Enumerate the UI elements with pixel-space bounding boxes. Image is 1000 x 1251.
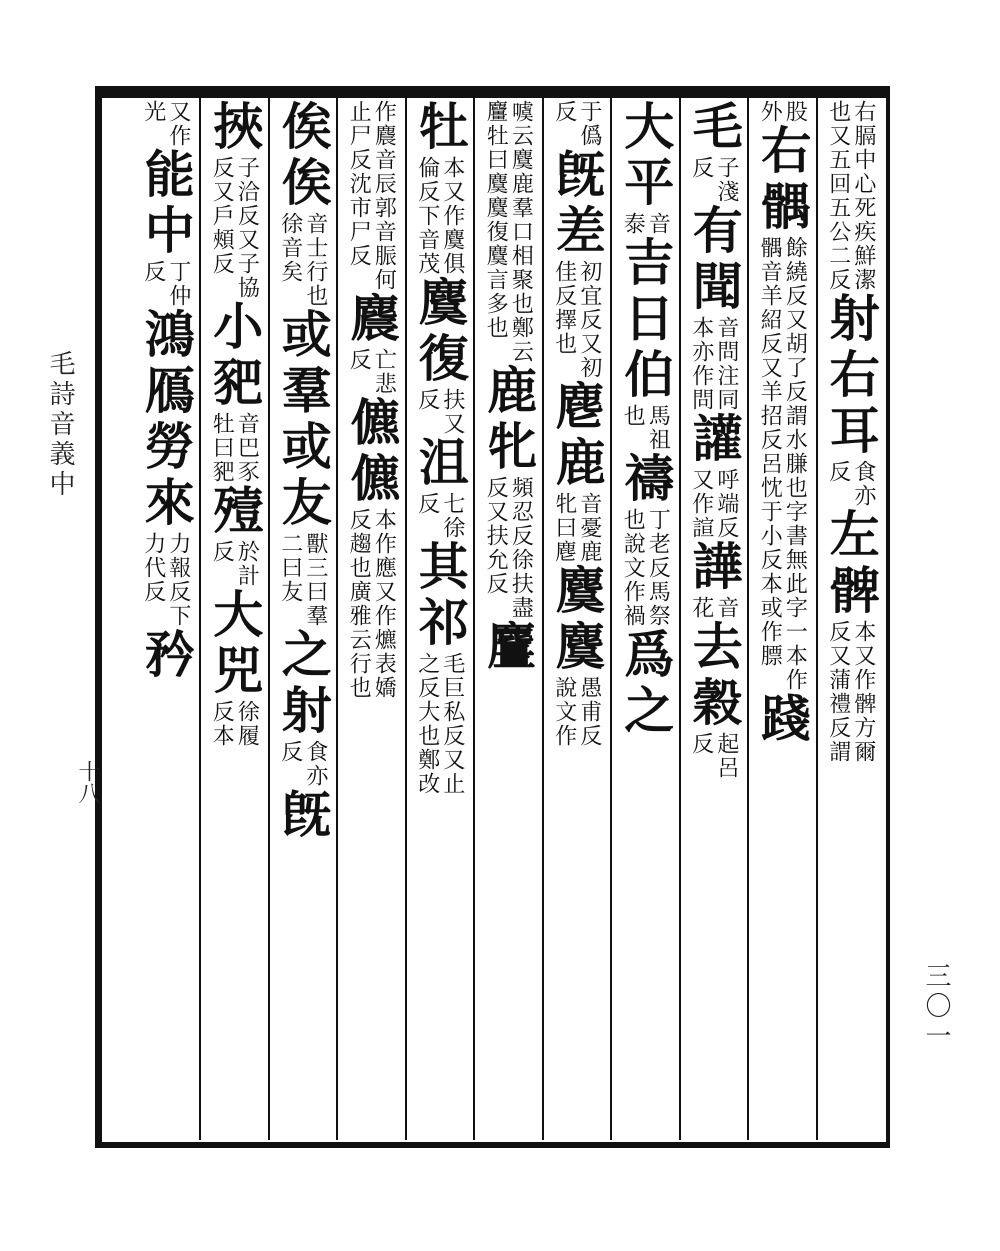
annotation-line: 反 xyxy=(688,732,714,756)
annotation xyxy=(553,676,601,748)
annotation-line: 亡悲 xyxy=(371,348,397,396)
annotation xyxy=(416,156,464,276)
annotation-line: 噳云麌鹿羣口相聚也鄭云 xyxy=(508,100,534,364)
annotation-line: 力報反下 xyxy=(165,532,191,628)
annotation xyxy=(553,492,601,564)
annotation-line: 音問注同 xyxy=(713,316,739,412)
annotation xyxy=(690,596,738,620)
text-column xyxy=(611,100,680,1130)
annotation-line: 二曰友 xyxy=(277,532,303,604)
column-rule xyxy=(473,98,475,1140)
annotation-line: 反又蒲禮反謂 xyxy=(825,620,851,764)
headword: 麀鹿 xyxy=(547,380,607,492)
annotation-line: 頻忍反徐扶盡 xyxy=(508,476,534,620)
annotation-line: 音 xyxy=(713,596,739,620)
annotation-line: 本作應又作爊表嬌 xyxy=(371,508,397,700)
text-column xyxy=(748,100,817,1130)
annotation xyxy=(416,388,464,436)
annotation xyxy=(827,460,875,508)
annotation-line: 扶又 xyxy=(439,388,465,436)
annotation-line: 右膈中心死疾鮮潔 xyxy=(850,100,876,292)
annotation-line: 反本 xyxy=(209,700,235,748)
annotation xyxy=(279,740,327,788)
headword: 俟俟 xyxy=(273,100,333,212)
annotation-line: 徐履 xyxy=(234,700,260,748)
annotation xyxy=(416,652,464,796)
headword: 右髃 xyxy=(753,124,813,236)
headword: 踐 xyxy=(753,692,813,748)
margin-book-title: 毛詩音義中 xyxy=(45,350,75,500)
margin-leaf-number: 十八 xyxy=(75,760,100,804)
headword: 矜 xyxy=(136,628,196,684)
column-rule xyxy=(747,98,749,1140)
page-number: 三〇一 xyxy=(921,962,951,1052)
headword: 牡 xyxy=(410,100,470,156)
annotation-line: 於計 xyxy=(234,540,260,588)
annotation-line: 食亦 xyxy=(850,460,876,508)
annotation xyxy=(827,620,875,764)
annotation-line: 倫反下音茂 xyxy=(414,156,440,276)
column-rule xyxy=(542,98,544,1140)
annotation-line: 愚甫反 xyxy=(576,676,602,748)
annotation-line: 反 xyxy=(825,460,851,484)
text-column xyxy=(817,100,886,1130)
annotation xyxy=(347,100,395,292)
annotation-line: 音 xyxy=(645,212,671,236)
annotation-line: 本又作麌俱 xyxy=(439,156,465,276)
annotation-line: 子洽反又子協 xyxy=(234,156,260,300)
annotation-line: 反 xyxy=(277,740,303,764)
headword: 毛 xyxy=(684,100,744,156)
annotation-line: 股 xyxy=(782,100,808,124)
annotation xyxy=(484,100,532,364)
annotation-line: 作麎音辰郭音脤何 xyxy=(371,100,397,292)
headword: 去穀 xyxy=(684,620,744,732)
headword: 旣差 xyxy=(547,148,607,260)
annotation-line: 徐音矣 xyxy=(277,212,303,284)
annotation-line: 音士行也 xyxy=(302,212,328,308)
annotation xyxy=(690,732,738,780)
headword: 殪 xyxy=(205,484,265,540)
headword: 之射 xyxy=(273,628,333,740)
headword: 小豝 xyxy=(205,300,265,412)
headword: 鴻鴈勞來 xyxy=(136,308,196,532)
annotation xyxy=(553,260,601,380)
column-rule xyxy=(610,98,612,1140)
column-rule xyxy=(816,98,818,1140)
headword: 禱 xyxy=(616,452,676,508)
annotation xyxy=(142,532,190,628)
annotation-line: 又作 xyxy=(165,100,191,148)
annotation-line: 外 xyxy=(757,100,783,124)
annotation-line: 光 xyxy=(140,100,166,124)
annotation-line: 反趨也廣雅云行也 xyxy=(346,508,372,700)
column-rule xyxy=(199,98,201,1140)
annotation-line: 子淺 xyxy=(713,156,739,204)
annotation-line: 泰 xyxy=(620,212,646,236)
annotation xyxy=(484,476,532,620)
headword: 麌麌 xyxy=(547,564,607,676)
annotation-line: 也又五回五公二反 xyxy=(825,100,851,292)
annotation-line: 說文作 xyxy=(551,676,577,748)
headword: 其祁 xyxy=(410,540,470,652)
headword: 或羣或友 xyxy=(273,308,333,532)
annotation-line: 呼端反 xyxy=(713,468,739,540)
annotation-line: 餘繞反又胡了反謂水膁也字書無此字一本作 xyxy=(782,236,808,692)
column-rule xyxy=(679,98,681,1140)
annotation-line: 反 xyxy=(140,260,166,284)
headword: 讙 xyxy=(684,412,744,468)
annotation-line: 反 xyxy=(346,348,372,372)
annotation xyxy=(279,212,327,308)
annotation xyxy=(690,156,738,204)
annotation-line: 反 xyxy=(551,100,577,124)
annotation-line: 反 xyxy=(414,492,440,516)
annotation-line: 力代反 xyxy=(140,532,166,604)
text-column xyxy=(132,100,201,1130)
annotation xyxy=(210,540,258,588)
text-column xyxy=(200,100,269,1130)
annotation-line: 毛巨私反又止 xyxy=(439,652,465,796)
annotation xyxy=(210,156,258,300)
annotation xyxy=(347,508,395,700)
headword: 有聞 xyxy=(684,204,744,316)
annotation xyxy=(621,508,669,628)
annotation-line: 馬祖 xyxy=(645,404,671,452)
annotation-line: 反 xyxy=(688,156,714,180)
annotation-line: 牝曰麀 xyxy=(551,492,577,564)
annotation-line: 花 xyxy=(688,596,714,620)
annotation xyxy=(142,100,190,148)
headword: 儦儦 xyxy=(342,396,402,508)
text-column xyxy=(337,100,406,1130)
annotation-line: 反 xyxy=(414,388,440,412)
annotation xyxy=(210,412,258,484)
headword: 大平 xyxy=(616,100,676,212)
annotation xyxy=(758,236,806,692)
annotation-line: 也說文作禍 xyxy=(620,508,646,628)
headword: 挾 xyxy=(205,100,265,156)
text-column xyxy=(543,100,612,1130)
annotation-line: 麠牡曰麌麌復麌言多也 xyxy=(483,100,509,340)
annotation xyxy=(210,700,258,748)
annotation-line: 丁仲 xyxy=(165,260,191,308)
headword: 左髀 xyxy=(821,508,881,620)
column-rule xyxy=(405,98,407,1140)
annotation-line: 髃音羊紹反又羊招反呂忱于小反本或作膘 xyxy=(757,236,783,668)
headword: 爲之 xyxy=(616,628,676,740)
annotation-line: 丁老反馬祭 xyxy=(645,508,671,628)
headword: 麎 xyxy=(342,292,402,348)
annotation-line: 獸三曰羣 xyxy=(302,532,328,628)
column-rule xyxy=(268,98,270,1140)
text-column xyxy=(269,100,338,1130)
annotation xyxy=(621,404,669,452)
annotation xyxy=(690,468,738,540)
annotation-line: 佳反擇也 xyxy=(551,260,577,356)
annotation-line: 于僞 xyxy=(576,100,602,148)
annotation-line: 本又作髀方爾 xyxy=(850,620,876,764)
annotation xyxy=(690,316,738,412)
annotation-line: 反又扶允反 xyxy=(483,476,509,596)
annotation xyxy=(758,100,806,124)
headword: 大兕 xyxy=(205,588,265,700)
text-column xyxy=(474,100,543,1130)
annotation-line: 起呂 xyxy=(713,732,739,780)
annotation-line: 食亦 xyxy=(302,740,328,788)
headword: 鹿牝 xyxy=(479,364,539,476)
headword: 麌復 xyxy=(410,276,470,388)
headword: 吉日伯 xyxy=(616,236,676,404)
headword: 能中 xyxy=(136,148,196,260)
annotation-line: 止尸反沈市尸反 xyxy=(346,100,372,268)
headword: 譁 xyxy=(684,540,744,596)
annotation xyxy=(347,348,395,396)
annotation-line: 音憂鹿 xyxy=(576,492,602,564)
annotation-line: 音巴豕 xyxy=(234,412,260,484)
annotation-line: 牡曰豝 xyxy=(209,412,235,484)
annotation-line: 初宜反又初 xyxy=(576,260,602,380)
annotation xyxy=(827,100,875,292)
headword: 射右耳 xyxy=(821,292,881,460)
annotation-line: 也 xyxy=(620,404,646,428)
column-rule xyxy=(336,98,338,1140)
headword: 麠 xyxy=(479,620,539,676)
annotation xyxy=(279,532,327,628)
annotation xyxy=(142,260,190,308)
text-column xyxy=(680,100,749,1130)
annotation-line: 之反大也鄭改 xyxy=(414,652,440,796)
annotation xyxy=(621,212,669,236)
headword: 沮 xyxy=(410,436,470,492)
annotation xyxy=(416,492,464,540)
annotation-line: 反 xyxy=(209,540,235,564)
text-column xyxy=(406,100,475,1130)
annotation-line: 反又戶頰反 xyxy=(209,156,235,276)
annotation-line: 本亦作問 xyxy=(688,316,714,412)
annotation-line: 七徐 xyxy=(439,492,465,540)
annotation xyxy=(553,100,601,148)
annotation-line: 又作諠 xyxy=(688,468,714,540)
headword: 旣 xyxy=(273,788,333,844)
